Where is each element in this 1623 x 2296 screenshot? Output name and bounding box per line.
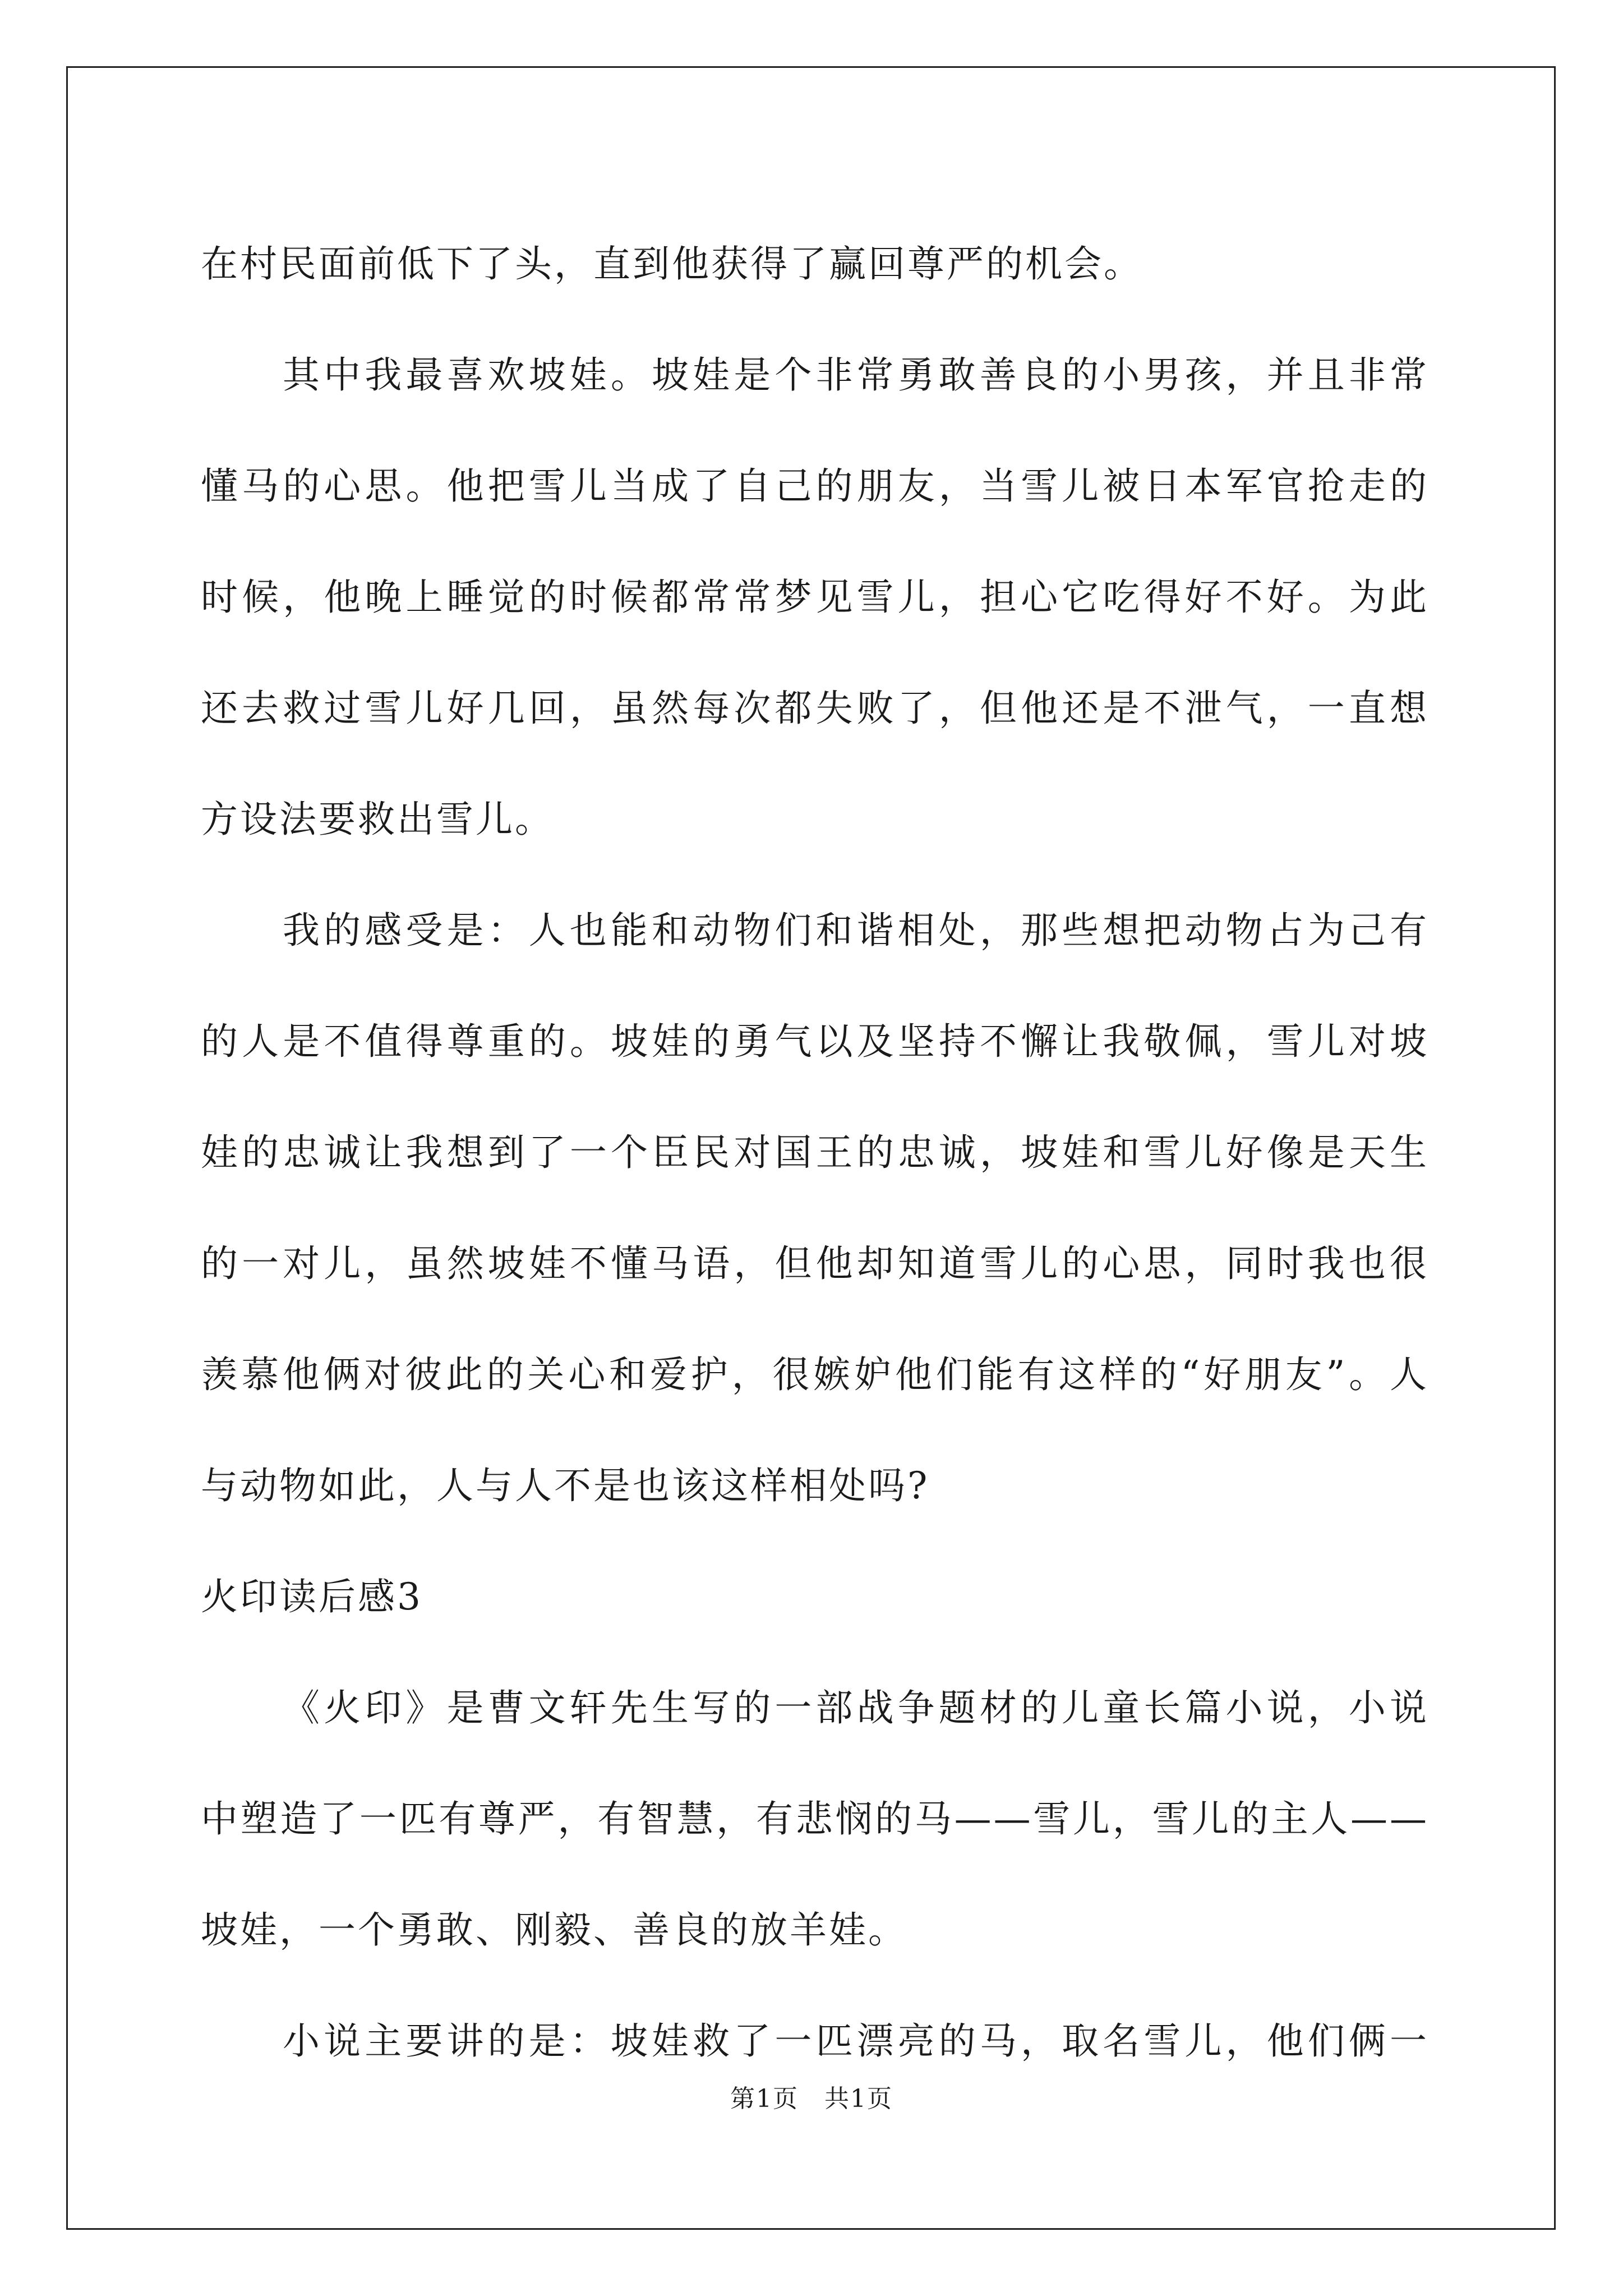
page-number-footer: 第1页 共1页: [730, 2085, 893, 2113]
text-line: 坡娃，一个勇敢、刚毅、善良的放羊娃。: [201, 1908, 907, 1952]
text-line: 方设法要救出雪儿。: [201, 798, 554, 841]
text-line: 羡慕他俩对彼此的关心和爱护，很嫉妒他们能有这样的“好朋友”。人: [201, 1353, 1429, 1396]
text-line: 中塑造了一匹有尊严，有智慧，有悲悯的马——雪儿，雪儿的主人——: [201, 1797, 1429, 1841]
paragraph-first-line: 小说主要讲的是：坡娃救了一匹漂亮的马，取名雪儿，他们俩一: [283, 2019, 1429, 2063]
text-line: 在村民面前低下了头，直到他获得了赢回尊严的机会。: [201, 242, 1143, 286]
paragraph-first-line: 其中我最喜欢坡娃。坡娃是个非常勇敢善良的小男孩，并且非常: [283, 353, 1429, 397]
paragraph-first-line: 我的感受是：人也能和动物们和谐相处，那些想把动物占为己有: [283, 909, 1429, 952]
document-body: [201, 209, 1429, 2097]
text-line: 与动物如此，人与人不是也该这样相处吗?: [201, 1464, 930, 1507]
text-line: 时候，他晚上睡觉的时候都常常梦见雪儿，担心它吃得好不好。为此: [201, 576, 1429, 619]
text-line: 懂马的心思。他把雪儿当成了自己的朋友，当雪儿被日本军官抢走的: [201, 464, 1429, 508]
section-heading: 火印读后感3: [201, 1575, 423, 1618]
text-line: 娃的忠诚让我想到了一个臣民对国王的忠诚，坡娃和雪儿好像是天生: [201, 1131, 1429, 1174]
text-line: 的人是不值得尊重的。坡娃的勇气以及坚持不懈让我敬佩，雪儿对坡: [201, 1020, 1429, 1063]
text-line: 的一对儿，虽然坡娃不懂马语，但他却知道雪儿的心思，同时我也很: [201, 1242, 1429, 1285]
paragraph-first-line: 《火印》是曹文轩先生写的一部战争题材的儿童长篇小说，小说: [283, 1686, 1429, 1729]
text-line: 还去救过雪儿好几回，虽然每次都失败了，但他还是不泄气，一直想: [201, 687, 1429, 730]
